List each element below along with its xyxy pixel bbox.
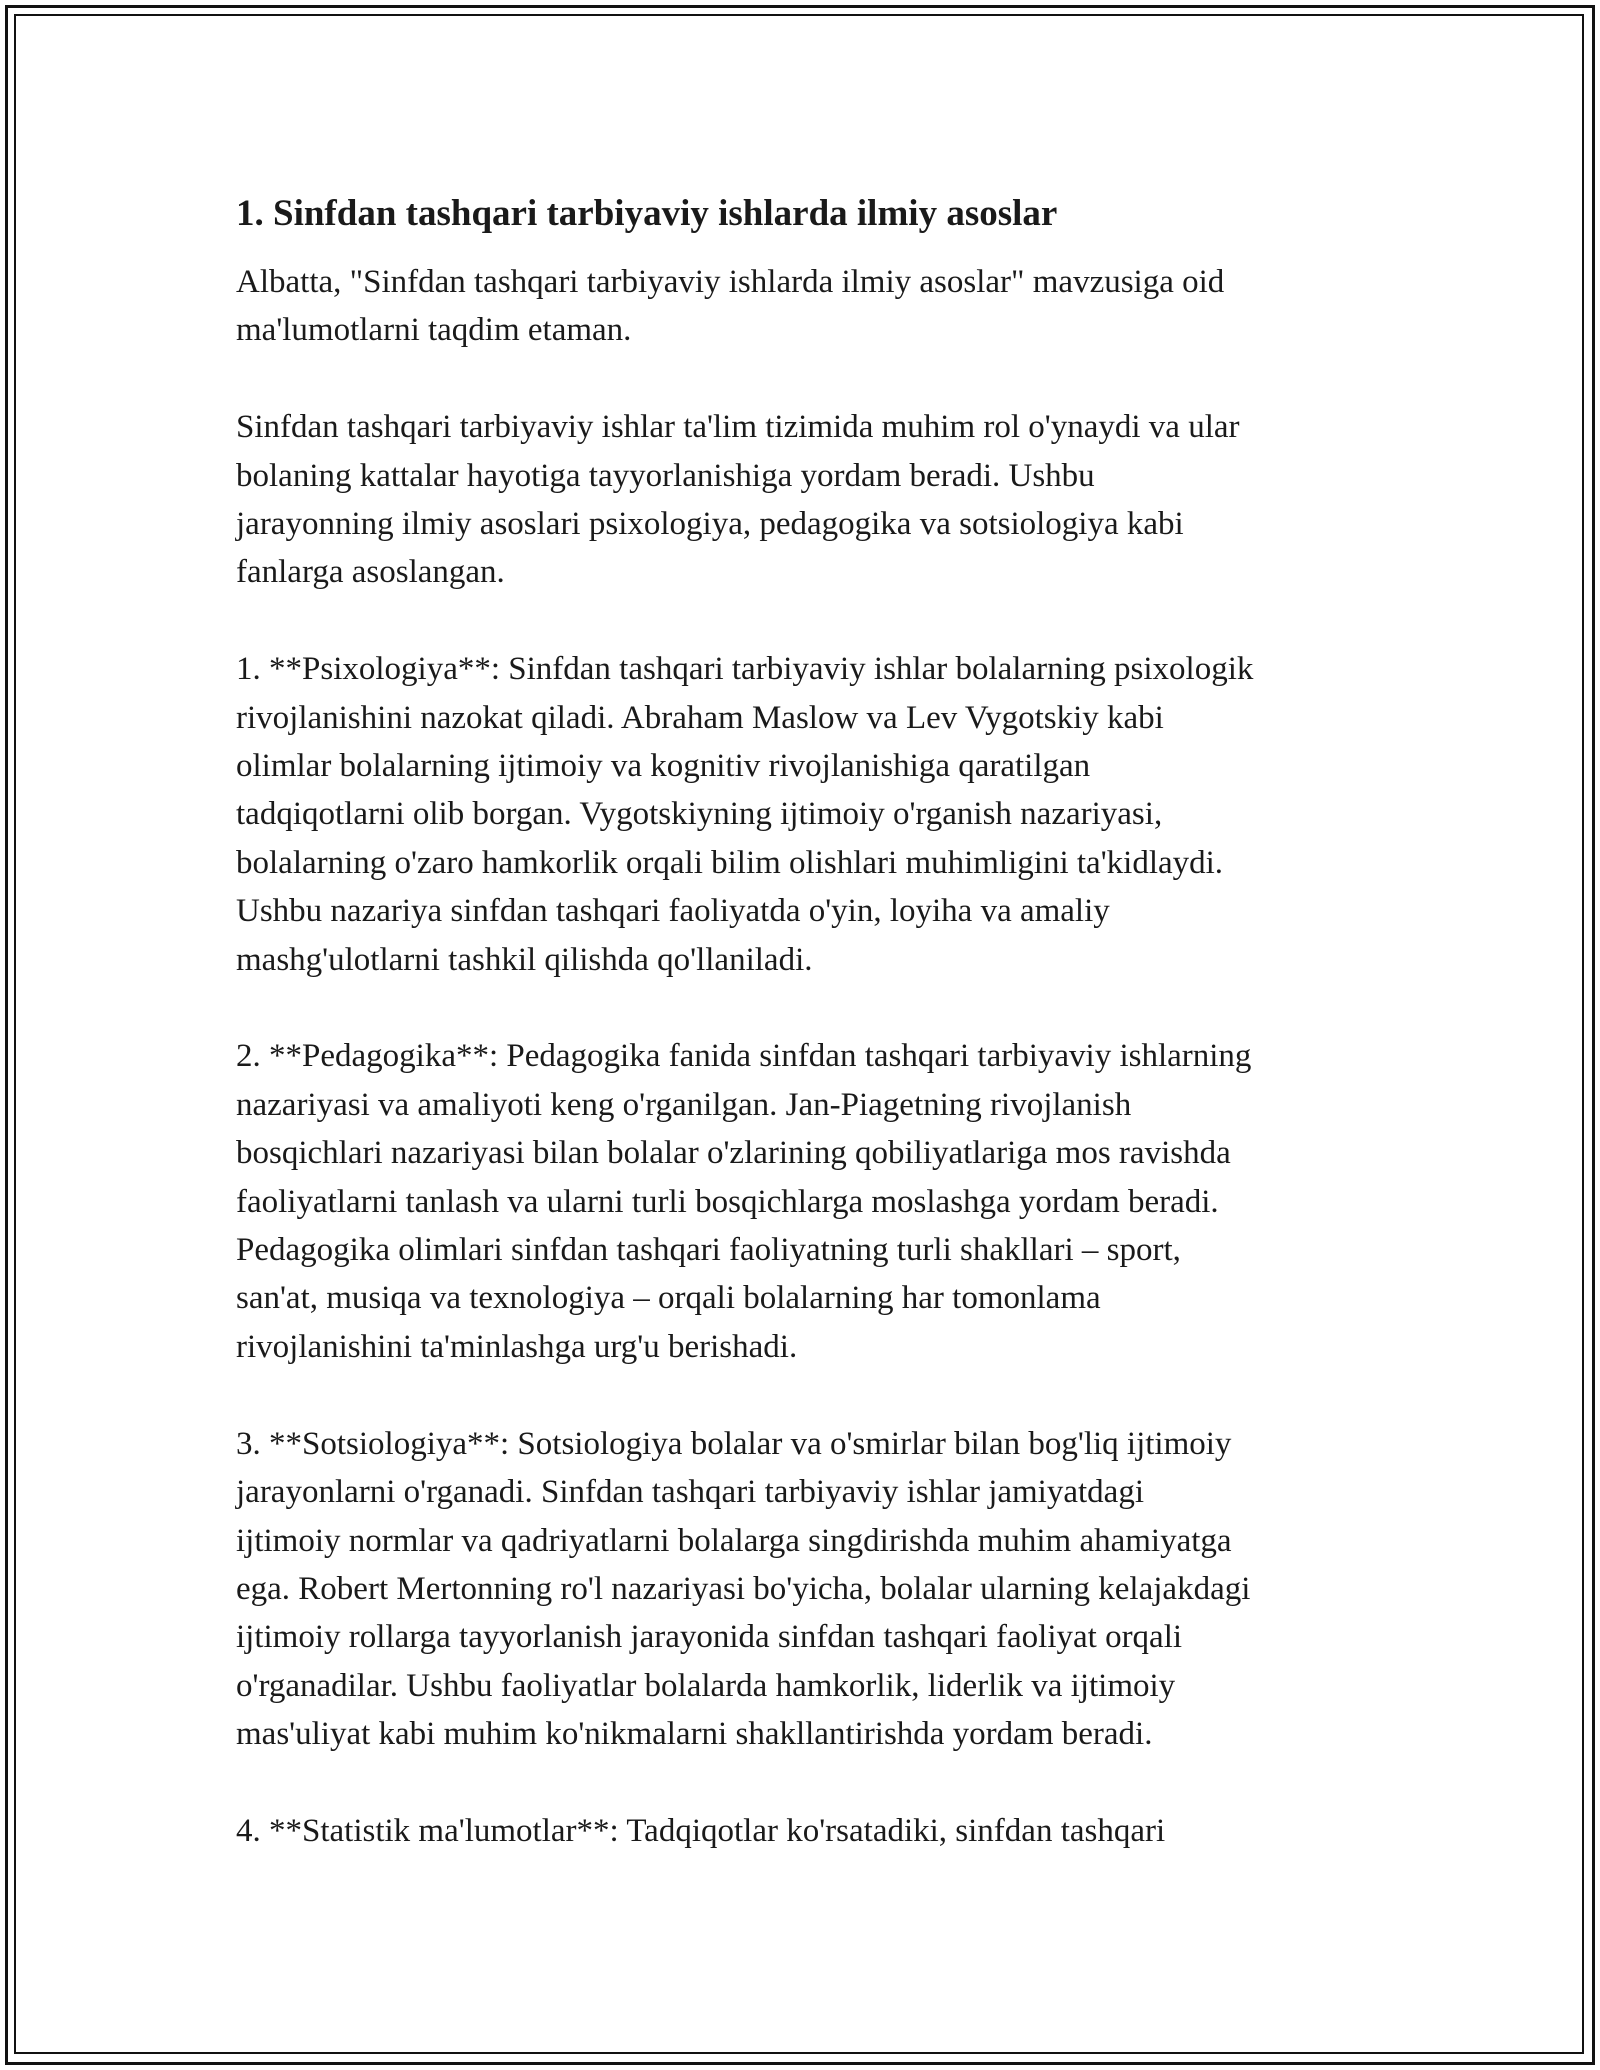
- paragraph-psychology: 1. **Psixologiya**: Sinfdan tashqari tarbiyaviy ishlar bolalarning psixologik rivojlanishini nazokat qiladi. Abraham Maslow va Lev Vygotskiy kabi olimlar bolalarning ijtimoiy va kognitiv rivojlanishiga qaratilgan tadqiqotlarni olib borgan. Vygotskiyning ijtimoiy o'rganish nazariyasi, bolalarning o'zaro hamkorlik orqali bilim olishlari muhimligini ta'kidlaydi. Ushbu nazariya sinfdan tashqari faoliyatda o'yin, loyiha va amaliy mashg'ulotlarni tashkil qilishda qo'llaniladi.: [236, 651, 1254, 978]
- paragraph-gap: [236, 1759, 1376, 1807]
- paragraph-gap: [236, 597, 1376, 645]
- paragraph-gap: [236, 984, 1376, 1032]
- paragraph-intro: Albatta, "Sinfdan tashqari tarbiyaviy ishlarda ilmiy asoslar" mavzusiga oid ma'lumotlarni taqdim etaman.: [236, 264, 1225, 349]
- document-title: 1. Sinfdan tashqari tarbiyaviy ishlarda ilmiy asoslar: [236, 193, 1058, 234]
- paragraph-gap: [236, 355, 1376, 403]
- paragraph-gap: [236, 1371, 1376, 1419]
- document-body: [236, 188, 1376, 1855]
- paragraph-overview: Sinfdan tashqari tarbiyaviy ishlar ta'lim tizimida muhim rol o'ynaydi va ular bolaning kattalar hayotiga tayyorlanishiga yordam beradi. Ushbu jarayonning ilmiy asoslari psixologiya, pedagogika va sotsiologiya kabi fanlarga asoslangan.: [236, 409, 1240, 591]
- paragraph-pedagogy: 2. **Pedagogika**: Pedagogika fanida sinfdan tashqari tarbiyaviy ishlarning nazariyasi va amaliyoti keng o'rganilgan. Jan-Piagetning rivojlanish bosqichlari nazariyasi bilan bolalar o'zlarining qobiliyatlariga mos ravishda faoliyatlarni tanlash va ularni turli bosqichlarga moslashga yordam beradi. Pedagogika olimlari sinfdan tashqari faoliyatning turli shakllari – sport, san'at, musiqa va texnologiya – orqali bolalarning har tomonlama rivojlanishini ta'minlashga urg'u berishadi.: [236, 1038, 1252, 1365]
- paragraph-statistics: 4. **Statistik ma'lumotlar**: Tadqiqotlar ko'rsatadiki, sinfdan tashqari: [236, 1812, 1166, 1849]
- paragraph-sociology: 3. **Sotsiologiya**: Sotsiologiya bolalar va o'smirlar bilan bog'liq ijtimoiy jarayonlarni o'rganadi. Sinfdan tashqari tarbiyaviy ishlar jamiyatdagi ijtimoiy normlar va qadriyatlarni bolalarga singdirishda muhim ahamiyatga ega. Robert Mertonning ro'l nazariyasi bo'yicha, bolalar ularning kelajakdagi ijtimoiy rollarga tayyorlanish jarayonida sinfdan tashqari faoliyat orqali o'rganadilar. Ushbu faoliyatlar bolalarda hamkorlik, liderlik va ijtimoiy mas'uliyat kabi muhim ko'nikmalarni shakllantirishda yordam beradi.: [236, 1425, 1251, 1753]
